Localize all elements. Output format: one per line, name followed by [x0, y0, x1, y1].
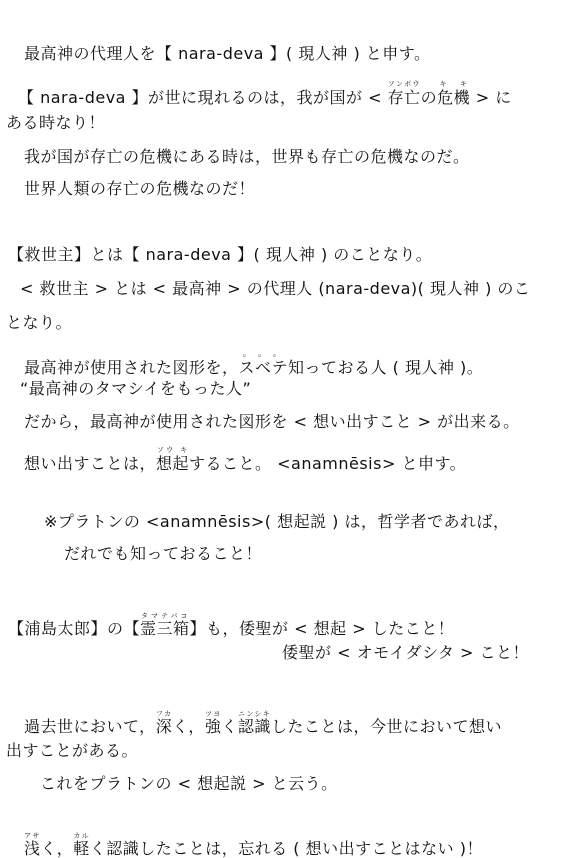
- emphasis-dots-subete: スベテ。。。: [238, 349, 289, 377]
- line-text: 【救世主】とは【 nara-deva 】( 現人神 ) のことなり。: [8, 245, 433, 264]
- ruby-asa: 浅アサ: [24, 832, 41, 858]
- text-line-10: [20, 381, 251, 397]
- text-line-12: 想い出すことは，想起ソウ キすること。 <anamnēsis> と申す。: [24, 446, 467, 473]
- ruby-tsuyo: 強ツヨ: [204, 710, 222, 736]
- text-line-5: [24, 181, 255, 197]
- line-text: 最高神が使用された図形を，: [24, 358, 239, 377]
- ruby-ninshiki: 認識ニンシキ: [237, 710, 271, 736]
- line-text: ある時なり！: [6, 113, 106, 132]
- line-text: 想い出すことは，: [24, 454, 157, 473]
- line-text: 過去世において，: [24, 717, 156, 736]
- line-text: 【浦島太郎】の【: [8, 619, 141, 638]
- text-line-2: 【 nara-deva 】が世に現れるのは，我が国が < 存亡ソンボウの危機キ キ > に: [18, 80, 512, 107]
- text-line-14: [64, 546, 262, 562]
- line-text: これをプラトンの < 想起説 > と云う。: [40, 774, 338, 793]
- line-text: 我が国が存亡の危機にある時は，世界も存亡の危機なのだ。: [24, 147, 470, 166]
- text-line-3: [6, 115, 105, 131]
- line-text: “最高神のタマシイをもった人”: [20, 379, 252, 398]
- text-line-1: [24, 46, 431, 62]
- line-text: 【 nara-deva 】が世に現れるのは，我が国が <: [18, 88, 388, 107]
- text-line-15: 【浦島太郎】の【霊三箱タマテバコ】も，倭聖が < 想起 > したこと！: [8, 612, 455, 638]
- line-text: 最高神の代理人を【 nara-deva 】( 現人神 ) と申す。: [24, 44, 431, 63]
- ruby-karu: 軽カル: [73, 832, 90, 858]
- text-line-16: [282, 645, 529, 661]
- ruby-souki: 想起ソウ キ: [156, 446, 190, 473]
- line-text: となり。: [6, 313, 73, 332]
- text-line-9: 最高神が使用された図形を，スベテ。。。知っておる人 ( 現人神 )。: [24, 349, 484, 377]
- ruby-kiki: 危機キ キ: [437, 80, 471, 107]
- text-line-4: [24, 149, 470, 165]
- text-line-20: 浅アサく，軽カルく認識したことは，忘れる ( 想い出すことはない )！: [24, 832, 483, 858]
- line-text: ※プラトンの <anamnēsis>( 想起説 ) は，哲学者であれば，: [44, 512, 510, 531]
- text-line-6: [8, 247, 432, 263]
- ruby-fuka: 深フカ: [155, 710, 173, 736]
- line-text: 倭聖が < オモイダシタ > こと！: [282, 643, 530, 662]
- line-text: く，: [40, 839, 74, 858]
- text-line-19: [40, 776, 338, 792]
- text-line-17: 過去世において，深フカく，強ツヨく認識ニンシキしたことは，今世において想い: [24, 710, 502, 736]
- text-line-13: [44, 514, 510, 530]
- text-line-11: [24, 414, 520, 430]
- line-text: だれでも知っておること！: [64, 544, 263, 563]
- ruby-sonbou: 存亡ソンボウ: [387, 80, 421, 107]
- line-text: 世界人類の存亡の危機なのだ！: [24, 179, 256, 198]
- line-text: だから，最高神が使用された図形を < 想い出すこと > が出来る。: [24, 412, 520, 431]
- text-line-8: [6, 315, 72, 331]
- line-text: 出すことがある。: [6, 741, 139, 760]
- text-line-18: [6, 743, 138, 759]
- line-text: < 救世主 > とは < 最高神 > の代理人 (nara-deva)( 現人神 ) のこ: [20, 279, 531, 298]
- text-line-7: [20, 281, 530, 297]
- ruby-tamatebako: 霊三箱タマテバコ: [140, 612, 190, 638]
